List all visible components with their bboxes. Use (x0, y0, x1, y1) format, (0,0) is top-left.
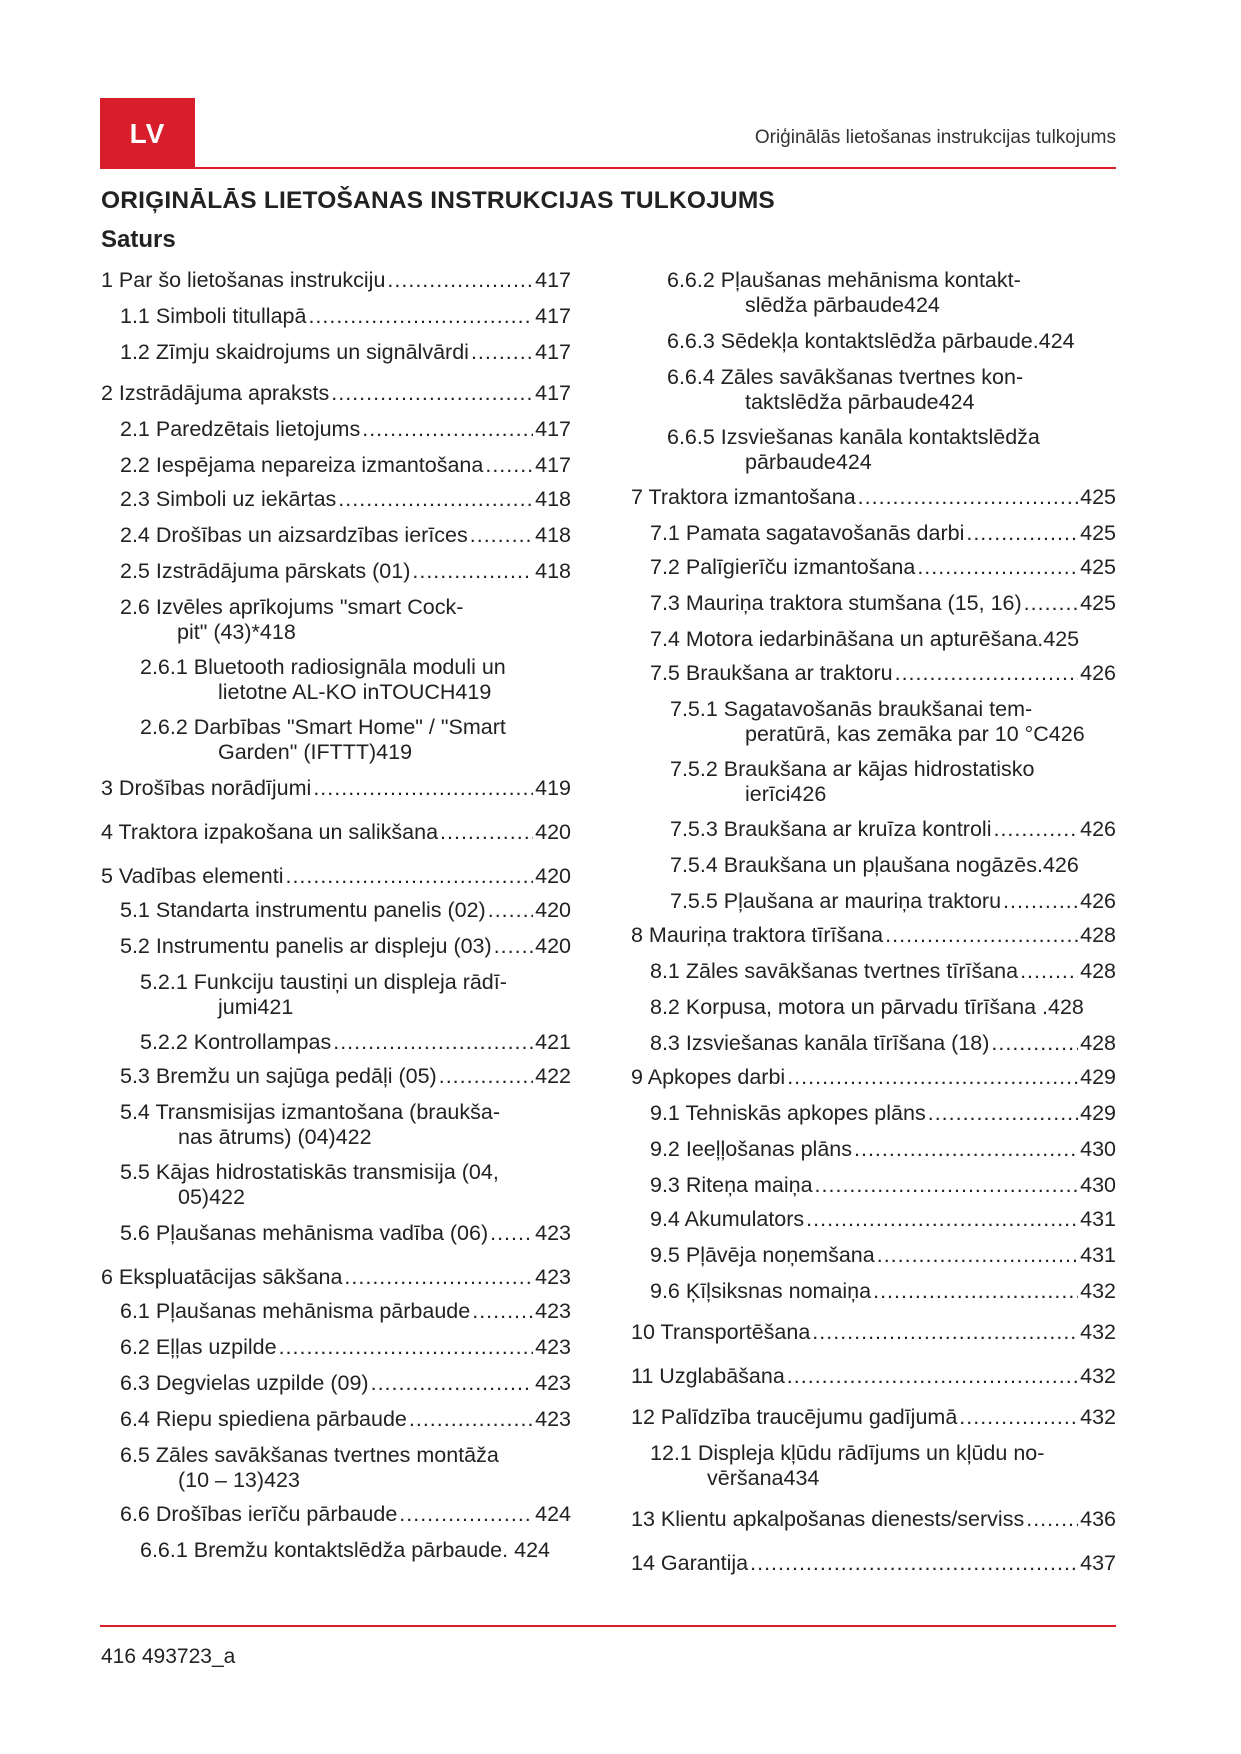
toc-entry[interactable]: 7.5.2 Braukšana ar kājas hidrostatisko ierīci 426 (670, 757, 1035, 806)
toc-entry[interactable]: 10 Transportēšana ..... 432 (631, 1320, 1116, 1345)
toc-entry[interactable]: 6.2 Eļļas uzpilde ..... 423 (101, 1335, 571, 1360)
toc-entry[interactable]: 6 Ekspluatācijas sākšana ..... 423 (101, 1265, 571, 1290)
toc-entry[interactable]: 7.1 Pamata sagatavošanās darbi ..... 425 (631, 521, 1116, 546)
toc-entry[interactable]: 6.6.2 Pļaušanas mehānisma kontakt- slēdža pārbaude 424 (667, 268, 1021, 317)
toc-entry[interactable]: 5.2.2 Kontrollampas ..... 421 (101, 1030, 571, 1055)
toc-entry[interactable]: 13 Klientu apkalpošanas dienests/serviss ..... 436 (631, 1507, 1116, 1532)
toc-entry[interactable]: 6.6.4 Zāles savākšanas tvertnes kon- taktslēdža pārbaude 424 (667, 365, 1024, 414)
toc-entry[interactable]: 5.2 Instrumentu panelis ar displeju (03) ..... 420 (101, 934, 571, 959)
toc-entry[interactable]: 2.6 Izvēles aprīkojums "smart Cock- pit" (43)* 418 (120, 595, 464, 644)
toc-entry[interactable]: 2.3 Simboli uz iekārtas ..... 418 (101, 487, 571, 512)
toc-entry[interactable]: 9.5 Pļāvēja noņemšana ..... 431 (631, 1243, 1116, 1268)
toc-entry[interactable]: 9.6 Ķīļsiksnas nomaiņa ..... 432 (631, 1279, 1116, 1304)
toc-entry[interactable]: 8.2 Korpusa, motora un pārvadu tīrīšana . 428 (650, 995, 1084, 1019)
toc-entry[interactable]: 7.5.5 Pļaušana ar mauriņa traktoru ..... 426 (631, 889, 1116, 914)
toc-entry[interactable]: 9.2 Ieeļļošanas plāns ..... 430 (631, 1137, 1116, 1162)
toc-entry[interactable]: 2.1 Paredzētais lietojums ..... 417 (101, 417, 571, 442)
toc-entry[interactable]: 2.6.2 Darbības "Smart Home" / "Smart Garden" (IFTTT) 419 (140, 715, 506, 764)
toc-entry[interactable]: 6.6.3 Sēdekļa kontaktslēdža pārbaude. 424 (667, 329, 1075, 353)
toc-entry[interactable]: 9.3 Riteņa maiņa ..... 430 (631, 1173, 1116, 1198)
toc-entry[interactable]: 7.4 Motora iedarbināšana un apturēšana. 425 (650, 627, 1080, 651)
toc-entry[interactable]: 2.5 Izstrādājuma pārskats (01) ..... 418 (101, 559, 571, 584)
toc-entry[interactable]: 3 Drošības norādījumi ..... 419 (101, 776, 571, 801)
running-header: Oriģinālās lietošanas instrukcijas tulkojums (754, 127, 1116, 148)
page-title: ORIĢINĀLĀS LIETOŠANAS INSTRUKCIJAS TULKOJUMS (101, 187, 775, 214)
toc-heading: Saturs (101, 226, 176, 253)
toc-entry[interactable]: 6.4 Riepu spiediena pārbaude ..... 423 (101, 1407, 571, 1432)
toc-entry[interactable]: 8 Mauriņa traktora tīrīšana ..... 428 (631, 923, 1116, 948)
toc-entry[interactable]: 5.1 Standarta instrumentu panelis (02) ..... 420 (101, 898, 571, 923)
toc-entry[interactable]: 12.1 Displeja kļūdu rādījums un kļūdu no- vēršana 434 (650, 1441, 1045, 1490)
toc-entry[interactable]: 5 Vadības elementi ..... 420 (101, 864, 571, 889)
header-rule (100, 167, 1116, 169)
toc-entry[interactable]: 6.6.1 Bremžu kontaktslēdža pārbaude. 424 (140, 1538, 550, 1562)
toc-entry[interactable]: 7.3 Mauriņa traktora stumšana (15, 16) ..... 425 (631, 591, 1116, 616)
toc-entry[interactable]: 5.3 Bremžu un sajūga pedāļi (05) ..... 422 (101, 1064, 571, 1089)
toc-entry[interactable]: 2 Izstrādājuma apraksts ..... 417 (101, 381, 571, 406)
toc-entry[interactable]: 4 Traktora izpakošana un salikšana ..... 420 (101, 820, 571, 845)
toc-left-column (101, 268, 571, 1563)
toc-right-column (631, 268, 1116, 1576)
toc-entry[interactable]: 2.6.1 Bluetooth radiosignāla moduli un lietotne AL-KO inTOUCH 419 (140, 655, 506, 704)
toc-entry[interactable]: 9.4 Akumulators ..... 431 (631, 1207, 1116, 1232)
toc-entry[interactable]: 2.2 Iespējama nepareiza izmantošana ..... 417 (101, 453, 571, 478)
toc-entry[interactable]: 6.6 Drošības ierīču pārbaude ..... 424 (101, 1502, 571, 1527)
toc-entry[interactable]: 6.6.5 Izsviešanas kanāla kontaktslēdža pārbaude 424 (667, 425, 1040, 474)
toc-entry[interactable]: 7.5.3 Braukšana ar kruīza kontroli ..... 426 (631, 817, 1116, 842)
toc-entry[interactable]: 12 Palīdzība traucējumu gadījumā ..... 432 (631, 1405, 1116, 1430)
toc-entry[interactable]: 7.2 Palīgierīču izmantošana ..... 425 (631, 555, 1116, 580)
toc-entry[interactable]: 7.5 Braukšana ar traktoru ..... 426 (631, 661, 1116, 686)
toc-entry[interactable]: 5.2.1 Funkciju taustiņi un displeja rādī- jumi 421 (140, 970, 507, 1019)
page-footer: 416 493723_a (101, 1645, 236, 1668)
toc-entry[interactable]: 1.2 Zīmju skaidrojums un signālvārdi ..... 417 (101, 340, 571, 365)
toc-entry[interactable]: 8.3 Izsviešanas kanāla tīrīšana (18) ..... 428 (631, 1031, 1116, 1056)
footer-rule (100, 1625, 1116, 1627)
toc-entry[interactable]: 9.1 Tehniskās apkopes plāns ..... 429 (631, 1101, 1116, 1126)
toc-entry[interactable]: 6.3 Degvielas uzpilde (09) ..... 423 (101, 1371, 571, 1396)
toc-entry[interactable]: 2.4 Drošības un aizsardzības ierīces ..... 418 (101, 523, 571, 548)
toc-entry[interactable]: 9 Apkopes darbi ..... 429 (631, 1065, 1116, 1090)
language-tab: LV (100, 98, 195, 169)
toc-entry[interactable]: 14 Garantija ..... 437 (631, 1551, 1116, 1576)
toc-entry[interactable]: 5.5 Kājas hidrostatiskās transmisija (04, 05) 422 (120, 1160, 499, 1209)
toc-entry[interactable]: 5.6 Pļaušanas mehānisma vadība (06) ..... 423 (101, 1221, 571, 1246)
toc-entry[interactable]: 11 Uzglabāšana ..... 432 (631, 1364, 1116, 1389)
toc-entry[interactable]: 6.5 Zāles savākšanas tvertnes montāža (10 – 13) 423 (120, 1443, 499, 1492)
toc-entry[interactable]: 5.4 Transmisijas izmantošana (braukša- nas ātrums) (04) 422 (120, 1100, 500, 1149)
toc-entry[interactable]: 7.5.4 Braukšana un pļaušana nogāzēs. 426 (670, 853, 1079, 877)
toc-entry[interactable]: 7 Traktora izmantošana ..... 425 (631, 485, 1116, 510)
toc-entry[interactable]: 8.1 Zāles savākšanas tvertnes tīrīšana ..... 428 (631, 959, 1116, 984)
toc-entry[interactable]: 7.5.1 Sagatavošanās braukšanai tem- peratūrā, kas zemāka par 10 °C 426 (670, 697, 1085, 746)
toc-entry[interactable]: 1 Par šo lietošanas instrukciju ..... 417 (101, 268, 571, 293)
toc-entry[interactable]: 6.1 Pļaušanas mehānisma pārbaude ..... 423 (101, 1299, 571, 1324)
toc-entry[interactable]: 1.1 Simboli titullapā ..... 417 (101, 304, 571, 329)
